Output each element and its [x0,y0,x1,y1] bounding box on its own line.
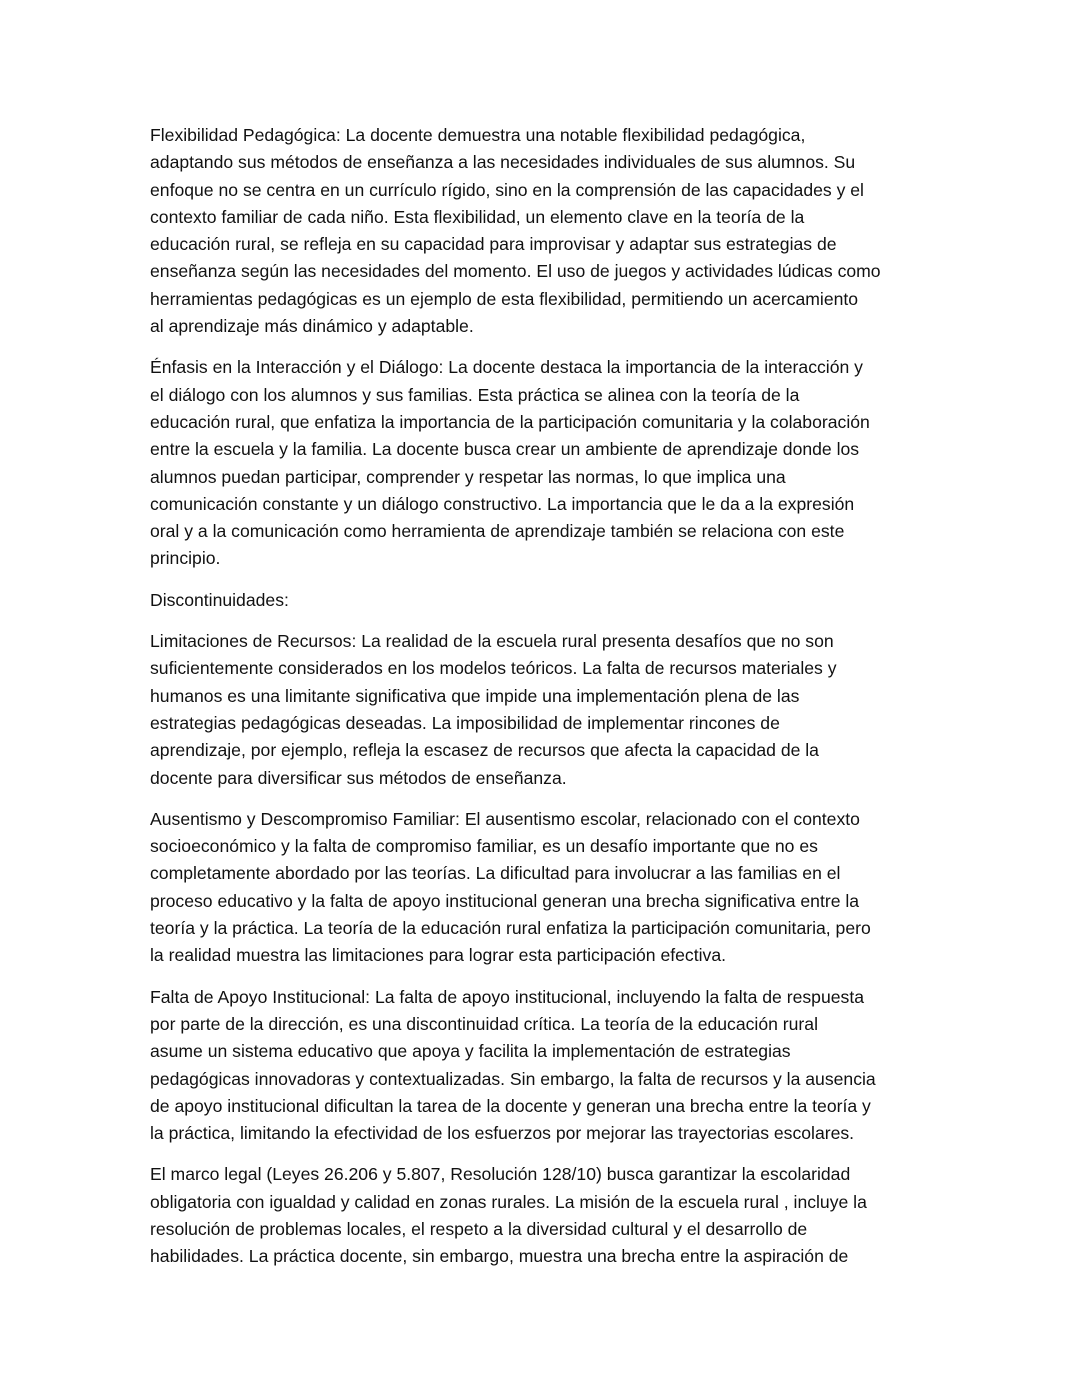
section-heading-discontinuidades: Discontinuidades: [150,589,289,610]
paragraph-limitaciones-recursos: Limitaciones de Recursos: La realidad de la escuela rural presenta desafíos que no son suficientemente considerados en los modelos teóricos. La falta de recursos materiales y humanos es una limitante significativa que impide una implementación plena de las estrategias pedagógicas deseadas. La imposibilidad de implementar rincones de aprendizaje, por ejemplo, refleja la escasez de recursos que afecta la capacidad de la docente para diversificar sus métodos de enseñanza. [150,631,837,788]
paragraph-flexibilidad-pedagogica: Flexibilidad Pedagógica: La docente demuestra una notable flexibilidad pedagógica, adaptando sus métodos de enseñanza a las necesidades individuales de sus alumnos. Su enfoque no se centra en un currículo rígido, sino en la comprensión de las capacidades y el contexto familiar de cada niño. Esta flexibilidad, un elemento clave en la teoría de la educación rural, se refleja en su capacidad para improvisar y adaptar sus estrategias de enseñanza según las necesidades del momento. El uso de juegos y actividades lúdicas como herramientas pedagógicas es un ejemplo de esta flexibilidad, permitiendo un acercamiento al aprendizaje más dinámico y adaptable. [150,125,881,337]
paragraph-marco-legal: El marco legal (Leyes 26.206 y 5.807, Resolución 128/10) busca garantizar la escolaridad obligatoria con igualdad y calidad en zonas rurales. La misión de la escuela rural , incluye la resolución de problemas locales, el respeto a la diversidad cultural y el desarrollo de habilidades. La práctica docente, sin embargo, muestra una brecha entre la aspiración de [150,1164,867,1267]
paragraph-enfasis-interaccion-dialogo: Énfasis en la Interacción y el Diálogo: La docente destaca la importancia de la interacción y el diálogo con los alumnos y sus familias. Esta práctica se alinea con la teoría de la educación rural, que enfatiza la importancia de la participación comunitaria y la colaboración entre la escuela y la familia. La docente busca crear un ambiente de aprendizaje donde los alumnos puedan participar, comprender y respetar las normas, lo que implica una comunicación constante y un diálogo constructivo. La importancia que le da a la expresión oral y a la comunicación como herramienta de aprendizaje también se relaciona con este principio. [150,357,870,569]
document-page [150,122,940,1285]
paragraph-ausentismo-descompromiso: Ausentismo y Descompromiso Familiar: El ausentismo escolar, relacionado con el contexto socioeconómico y la falta de compromiso familiar, es un desafío importante que no es completamente abordado por las teorías. La dificultad para involucrar a las familias en el proceso educativo y la falta de apoyo institucional generan una brecha significativa entre la teoría y la práctica. La teoría de la educación rural enfatiza la participación comunitaria, pero la realidad muestra las limitaciones para lograr esta participación efectiva. [150,808,871,966]
paragraph-falta-apoyo-institucional: Falta de Apoyo Institucional: La falta de apoyo institucional, incluyendo la falta de respuesta por parte de la dirección, es una discontinuidad crítica. La teoría de la educación rural asume un sistema educativo que apoya y facilita la implementación de estrategias pedagógicas innovadoras y contextualizadas. Sin embargo, la falta de recursos y la ausencia de apoyo institucional dificultan la tarea de la docente y generan una brecha entre la teoría y la práctica, limitando la efectividad de los esfuerzos por mejorar las trayectorias escolares. [150,986,876,1144]
